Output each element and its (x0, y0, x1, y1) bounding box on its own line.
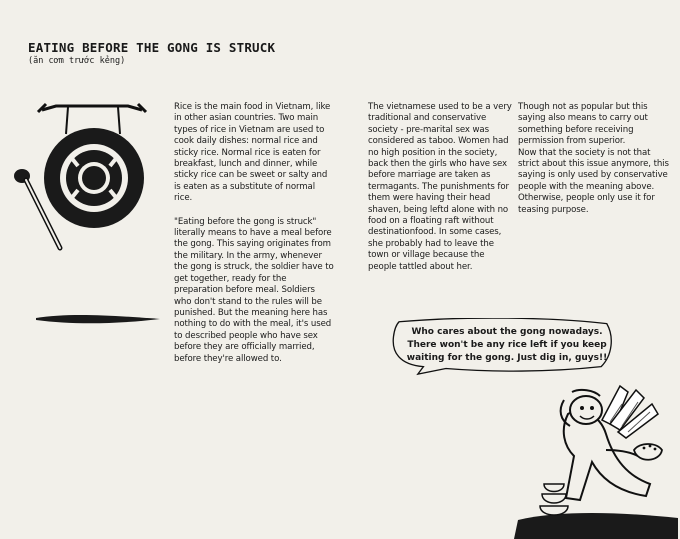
column-three-paragraph-1: Though not as popular but this saying also means to carry out something before receiving permission from superior. (518, 102, 648, 147)
character-eating-rice-illustration (510, 380, 680, 539)
column-one-paragraph-1: Rice is the main food in Vietnam, like in other asian countries. Two main types of rice in Vietnam are used to cook daily dishes: normal rice and sticky rice. Normal rice is eaten for breakfast, lunch and dinner, while sticky rice can be sweet or salty and is eaten as a substitute of normal rice. (174, 102, 331, 204)
page-title: EATING BEFORE THE GONG IS STRUCK (28, 40, 276, 55)
speech-bubble-text: Who cares about the gong nowadays. There won't be any rice left if you keep waiting for the gong. Just dig in, guys!! (406, 327, 608, 363)
column-one (174, 102, 334, 377)
gong-illustration (8, 96, 168, 326)
column-three-paragraph-2: Now that the society is not that strict about this issue anymore, this saying is only used by conservative people with the meaning above. Otherwise, people only use it for teasing purpose. (518, 147, 669, 215)
column-two (368, 102, 514, 285)
page-subtitle: (ăn cơm trước kẻng) (28, 56, 126, 66)
column-one-paragraph-2: "Eating before the gong is struck" literally means to have a meal before the gong. This saying originates from the military. In the army, whenever the gong is struck, the soldier have to get together, ready for the preparation before meal. Soldiers who don't stand to the rules will be punished. But the meaning here has nothing to do with the meal, it's used to described people who have sex before they are officially married, before they're allowed to. (174, 216, 334, 364)
column-three (518, 102, 670, 228)
column-two-paragraph-1: The vietnamese used to be a very traditional and conservative society - pre-marital sex was considered as taboo. Women had no high position in the society, back then the girls who have sex before marriage are taken as termagants. The punishments for them were having their head shaven, being leftd alone with no food on a floating raft without destinationfood. In some cases, she probably had to leave the town or village because the people tattled about her. (368, 102, 512, 272)
